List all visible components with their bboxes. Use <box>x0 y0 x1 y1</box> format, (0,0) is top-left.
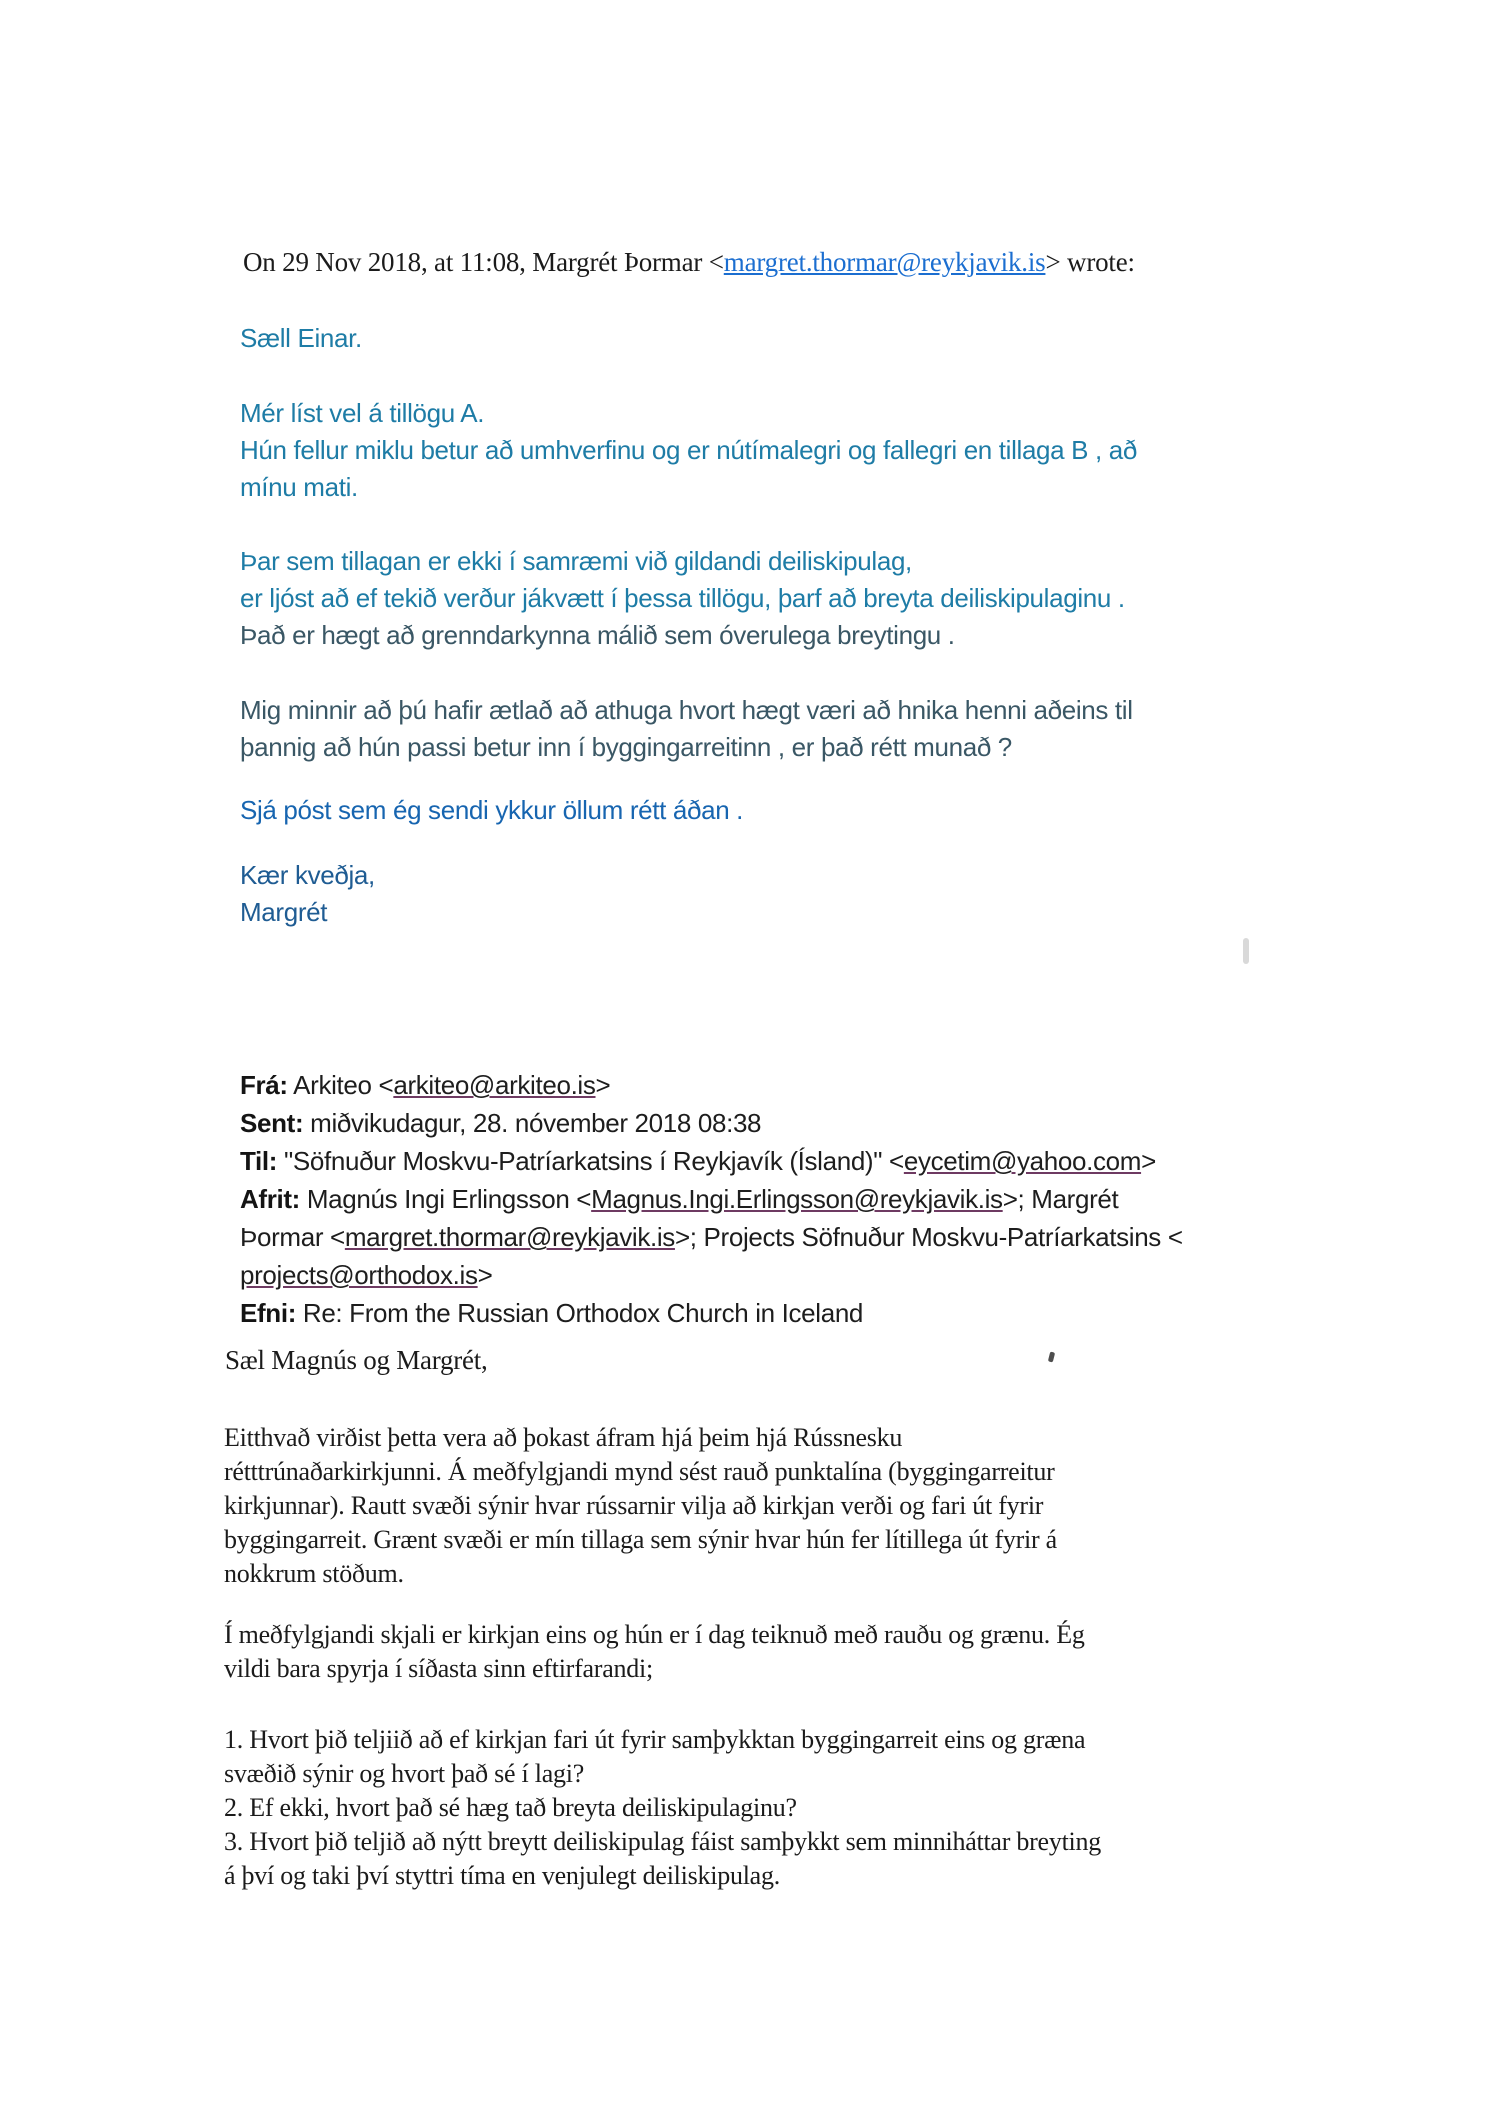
mail-header-til <box>240 1142 1183 1180</box>
reply-line: mínu mati. <box>240 472 358 502</box>
quoted-header-prefix: On 29 Nov 2018, at 11:08, Margrét Þormar < <box>243 247 724 277</box>
reply-paragraph-2 <box>240 543 1125 654</box>
mail-header-afrit-continued <box>240 1256 1183 1294</box>
message-salutation: Sæl Magnús og Margrét, <box>225 1345 488 1375</box>
reply-line: Þar sem tillagan er ekki í samræmi við gildandi deiliskipulag, <box>240 546 912 576</box>
reply-paragraph-1 <box>240 395 1137 506</box>
mail-header-block <box>240 1066 1183 1332</box>
message-paragraph-1 <box>224 1421 1057 1591</box>
message-line: 2. Ef ekki, hvort það sé hæg tað breyta deiliskipulaginu? <box>224 1793 797 1822</box>
signoff-line: Kær kveðja, <box>240 860 375 890</box>
mail-header-label: Sent: <box>240 1108 304 1138</box>
reply-signoff <box>240 857 375 931</box>
mail-header-label: Frá: <box>240 1070 288 1100</box>
mail-header-text: >; Projects Söfnuður Moskvu-Patríarkatsins < <box>674 1222 1183 1252</box>
reply-line: þannig að hún passi betur inn í byggingarreitinn , er það rétt munað ? <box>240 732 1012 762</box>
mail-header-efni <box>240 1294 1183 1332</box>
mail-header-text: miðvikudagur, 28. nóvember 2018 08:38 <box>303 1108 762 1138</box>
reply-line: Mér líst vel á tillögu A. <box>240 398 485 428</box>
mail-header-text: > <box>1141 1146 1156 1176</box>
email-link-margret[interactable]: margret.thormar@reykjavik.is <box>344 1222 675 1252</box>
mail-header-text: Re: From the Russian Orthodox Church in Iceland <box>296 1298 864 1328</box>
reply-greeting-block <box>240 320 362 357</box>
mail-header-label: Efni: <box>240 1298 297 1328</box>
message-line: byggingarreit. Grænt svæði er mín tillaga sem sýnir hvar hún fer lítillega út fyrir á <box>224 1525 1057 1554</box>
message-line: 3. Hvort þið teljið að nýtt breytt deiliskipulag fáist samþykkt sem minniháttar breyting <box>224 1827 1102 1856</box>
quoted-header-suffix: > wrote: <box>1045 247 1135 277</box>
mail-header-text: Arkiteo < <box>287 1070 394 1100</box>
reply-paragraph-4 <box>240 792 743 829</box>
message-line: svæðið sýnir og hvort það sé í lagi? <box>224 1759 585 1788</box>
message-line: nokkrum stöðum. <box>224 1559 404 1588</box>
reply-line: Sjá póst sem ég sendi ykkur öllum rétt áðan . <box>240 795 744 825</box>
mail-header-text: > <box>477 1260 493 1290</box>
mail-header-fra <box>240 1066 1183 1104</box>
mail-header-sent <box>240 1104 1183 1142</box>
reply-line: Hún fellur miklu betur að umhverfinu og er nútímalegri og fallegri en tillaga B , að <box>240 435 1137 465</box>
mail-header-afrit-continued <box>240 1218 1183 1256</box>
message-paragraph-2 <box>224 1618 1085 1686</box>
mail-header-text: "Söfnuður Moskvu-Patríarkatsins í Reykjavík (Ísland)" < <box>277 1146 904 1176</box>
message-line: rétttrúnaðarkirkjunni. Á meðfylgjandi mynd sést rauð punktalína (byggingarreitur <box>224 1457 1055 1486</box>
mail-header-text: >; Margrét <box>1002 1184 1119 1214</box>
email-link-margret-top[interactable]: margret.thormar@reykjavik.is <box>723 247 1046 277</box>
reply-line: er ljóst að ef tekið verður jákvætt í þessa tillögu, þarf að breyta deiliskipulaginu . <box>240 583 1125 613</box>
quoted-reply-header <box>243 247 1135 278</box>
mail-header-text: > <box>595 1070 611 1100</box>
mail-header-afrit <box>240 1180 1183 1218</box>
message-line: vildi bara spyrja í síðasta sinn eftirfarandi; <box>224 1654 653 1683</box>
scan-artifact-smudge <box>1243 938 1249 964</box>
message-line: Í meðfylgjandi skjali er kirkjan eins og hún er í dag teiknuð með rauðu og grænu. Ég <box>224 1620 1085 1649</box>
mail-header-text: Magnús Ingi Erlingsson < <box>300 1184 592 1214</box>
message-numbered-list <box>224 1723 1101 1893</box>
message-line: Eitthvað virðist þetta vera að þokast áfram hjá þeim hjá Rússnesku <box>224 1423 903 1452</box>
scan-artifact-speck <box>1048 1352 1055 1363</box>
email-link-magnus[interactable]: Magnus.Ingi.Erlingsson@reykjavik.is <box>591 1184 1003 1214</box>
email-link-arkiteo[interactable]: arkiteo@arkiteo.is <box>393 1070 596 1100</box>
email-link-eycetim[interactable]: eycetim@yahoo.com <box>903 1146 1142 1176</box>
mail-header-label: Afrit: <box>240 1184 300 1214</box>
mail-header-label: Til: <box>240 1146 278 1176</box>
reply-line: Mig minnir að þú hafir ætlað að athuga hvort hægt væri að hnika henni aðeins til <box>240 695 1133 725</box>
reply-paragraph-3 <box>240 692 1133 766</box>
message-line: kirkjunnar). Rautt svæði sýnir hvar rússarnir vilja að kirkjan verði og fari út fyrir <box>224 1491 1044 1520</box>
message-line: 1. Hvort þið teljiið að ef kirkjan fari út fyrir samþykktan byggingarreit eins og græna <box>224 1725 1086 1754</box>
mail-header-text: Þormar < <box>240 1222 345 1252</box>
reply-greeting: Sæll Einar. <box>240 323 362 353</box>
signoff-line: Margrét <box>240 897 328 927</box>
email-link-projects[interactable]: projects@orthodox.is <box>240 1260 478 1290</box>
message-line: á því og taki því styttri tíma en venjulegt deiliskipulag. <box>224 1861 780 1890</box>
reply-line: Það er hægt að grenndarkynna málið sem óverulega breytingu . <box>240 620 955 650</box>
